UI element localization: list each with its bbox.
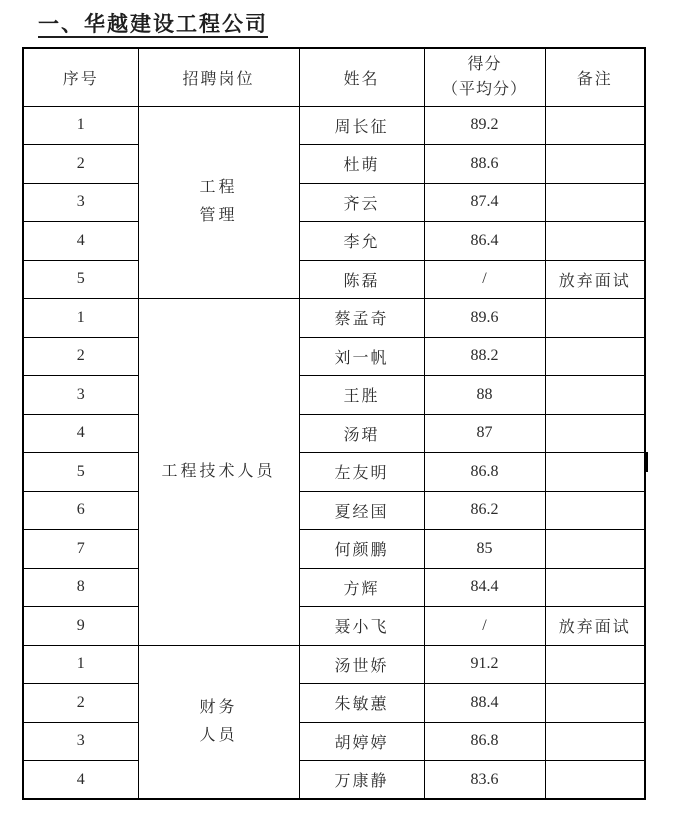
seq-cell: 4: [23, 222, 138, 261]
name-cell: 蔡孟奇: [299, 299, 424, 338]
header-position: 招聘岗位: [138, 48, 299, 106]
name-cell: 陈磊: [299, 260, 424, 299]
remark-cell: [545, 684, 645, 723]
remark-cell: [545, 183, 645, 222]
table-row: [23, 376, 645, 415]
position-line: 管理: [199, 207, 238, 225]
name-cell: 夏经国: [299, 491, 424, 530]
name-cell: 汤世娇: [299, 645, 424, 684]
table-row: [23, 568, 645, 607]
seq-cell: 8: [23, 568, 138, 607]
seq-cell: 1: [23, 299, 138, 338]
position-line: 工程: [199, 179, 238, 197]
score-cell: 88.6: [424, 145, 545, 184]
remark-cell: [545, 761, 645, 800]
remark-cell: [545, 645, 645, 684]
remark-cell: [545, 145, 645, 184]
header-score-line2: （平均分）: [441, 81, 527, 99]
table-row: [23, 299, 645, 338]
score-cell: 89.2: [424, 106, 545, 145]
name-cell: 聂小飞: [299, 607, 424, 646]
score-cell: 89.6: [424, 299, 545, 338]
name-cell: 齐云: [299, 183, 424, 222]
header-score: [424, 48, 545, 106]
remark-cell: [545, 491, 645, 530]
table-row: [23, 337, 645, 376]
table-row: [23, 530, 645, 569]
table-row: [23, 491, 645, 530]
remark-cell: [545, 414, 645, 453]
table-row: [23, 645, 645, 684]
seq-cell: 3: [23, 183, 138, 222]
score-cell: 88.4: [424, 684, 545, 723]
table-row: [23, 183, 645, 222]
score-cell: 86.8: [424, 722, 545, 761]
name-cell: 万康静: [299, 761, 424, 800]
score-cell: /: [424, 607, 545, 646]
header-seq: 序号: [23, 48, 138, 106]
score-cell: 88: [424, 376, 545, 415]
results-table: [22, 47, 646, 800]
score-cell: 91.2: [424, 645, 545, 684]
score-cell: 86.4: [424, 222, 545, 261]
remark-cell: [545, 568, 645, 607]
table-row: [23, 145, 645, 184]
name-cell: 汤珺: [299, 414, 424, 453]
position-cell: [138, 106, 299, 299]
text-cursor: [644, 452, 648, 472]
remark-cell: [545, 453, 645, 492]
page-title: [38, 8, 268, 38]
seq-cell: 4: [23, 761, 138, 800]
remark-cell: [545, 337, 645, 376]
table-row: [23, 106, 645, 145]
score-cell: 83.6: [424, 761, 545, 800]
seq-cell: 1: [23, 106, 138, 145]
score-cell: 84.4: [424, 568, 545, 607]
table-header-row: [23, 48, 645, 106]
seq-cell: 9: [23, 607, 138, 646]
header-name: 姓名: [299, 48, 424, 106]
seq-cell: 2: [23, 145, 138, 184]
seq-cell: 7: [23, 530, 138, 569]
name-cell: 胡婷婷: [299, 722, 424, 761]
name-cell: 李允: [299, 222, 424, 261]
position-line: 人员: [199, 726, 238, 744]
name-cell: 何颜鹏: [299, 530, 424, 569]
score-cell: 88.2: [424, 337, 545, 376]
name-cell: 方辉: [299, 568, 424, 607]
remark-cell: [545, 722, 645, 761]
name-cell: 周长征: [299, 106, 424, 145]
table-row: [23, 414, 645, 453]
seq-cell: 3: [23, 722, 138, 761]
seq-cell: 6: [23, 491, 138, 530]
name-cell: 朱敏蕙: [299, 684, 424, 723]
table-row: [23, 684, 645, 723]
seq-cell: 2: [23, 337, 138, 376]
table-row: [23, 453, 645, 492]
score-cell: 87.4: [424, 183, 545, 222]
position-cell: [138, 299, 299, 646]
score-cell: /: [424, 260, 545, 299]
position-line: 财务: [199, 698, 238, 716]
seq-cell: 2: [23, 684, 138, 723]
name-cell: 王胜: [299, 376, 424, 415]
remark-cell: 放弃面试: [545, 260, 645, 299]
position-line: 工程技术人员: [161, 462, 276, 480]
table-row: [23, 260, 645, 299]
remark-cell: [545, 106, 645, 145]
name-cell: 刘一帆: [299, 337, 424, 376]
seq-cell: 3: [23, 376, 138, 415]
table-row: [23, 222, 645, 261]
seq-cell: 5: [23, 453, 138, 492]
remark-cell: 放弃面试: [545, 607, 645, 646]
seq-cell: 5: [23, 260, 138, 299]
score-cell: 87: [424, 414, 545, 453]
page-title-text: 一、华越建设工程公司: [38, 12, 268, 36]
position-cell: [138, 645, 299, 799]
table-row: [23, 722, 645, 761]
table-row: [23, 607, 645, 646]
table-row: [23, 761, 645, 800]
seq-cell: 4: [23, 414, 138, 453]
header-score-line1: 得分: [467, 56, 502, 74]
seq-cell: 1: [23, 645, 138, 684]
remark-cell: [545, 530, 645, 569]
name-cell: 杜萌: [299, 145, 424, 184]
remark-cell: [545, 222, 645, 261]
remark-cell: [545, 376, 645, 415]
header-remark: 备注: [545, 48, 645, 106]
name-cell: 左友明: [299, 453, 424, 492]
remark-cell: [545, 299, 645, 338]
score-cell: 85: [424, 530, 545, 569]
score-cell: 86.2: [424, 491, 545, 530]
score-cell: 86.8: [424, 453, 545, 492]
